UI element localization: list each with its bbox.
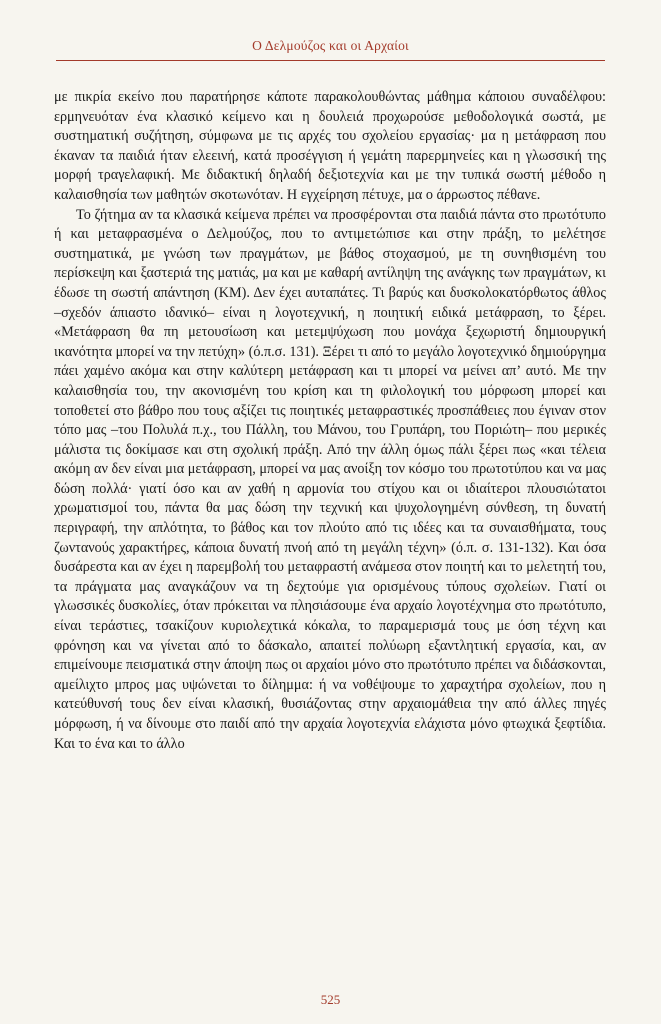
running-title: Ο Δελμούζος και οι Αρχαίοι bbox=[252, 38, 409, 53]
header-rule bbox=[56, 60, 605, 61]
page-number: 525 bbox=[320, 992, 341, 1007]
paragraph-1: με πικρία εκείνο που παρατήρησε κάποτε παρακολουθώντας μάθημα κάποιου συναδέλφου: ερμηνευόταν ένα κλασικό κείμενο και η δουλειά προχωρούσε μεθοδολογικά σωστά, με συστηματική συζήτηση, σύμφωνα με τις αρχές του σχολείου εργασίας· μα η μετάφραση που έκαναν τα παιδιά ήταν ελεεινή, κατά προσέγγιση ή γεμάτη παρερμηνείες και η γλωσσική της μορφή τραγελαφική. Με διδακτική δηλαδή δεξιοτεχνία και με την τυπικά σωστή μέθοδο η καλαισθησία των μαθητών σκοτωνόταν. Η εγχείρηση πέτυχε, μα ο άρρωστος πέθανε. bbox=[54, 89, 606, 203]
main-text bbox=[54, 88, 606, 754]
paragraph-2: Το ζήτημα αν τα κλασικά κείμενα πρέπει να προσφέρονται στα παιδιά πάντα στο πρωτότυπο ή και μεταφρασμένα ο Δελμούζος, που το αντιμετώπισε και στην πράξη, το μελέτησε συστηματικά, με γνώση των πραγμάτων, με βάθος στοχασμού, με τη συνηθισμένη του περίσκεψη και ξαστεριά της ματιάς, μα και με καθαρή αντίληψη της ανάγκης των πραγμάτων, κι έδωσε τη σωστή απάντηση (ΚΜ). Δεν έχει αυταπάτες. Τι βαρύς και δυσκολοκατόρθωτος άθλος –σχεδόν άπιαστο ιδανικό– είναι η λογοτεχνική, η ποιητική ειδικά μετάφραση, το ξέρει. «Μετάφραση θα πη μετουσίωση και μετεμψύχωση που μονάχα ξεχωριστή δημιουργική ικανότητα μπορεί να την πετύχη» (ό.π.σ. 131). Ξέρει τι από το μεγάλο λογοτεχνικό δημιούργημα πάει χαμένο ακόμα και στην καλύτερη μετάφραση και τι μπορεί να μείνει απ’ αυτό. Με την καλαισθησία του, την ακονισμένη του κρίση και τη φιλολογική του μόρφωση μπορεί και τοποθετεί στο βάθρο που τους αξίζει τις ποιητικές μεταφραστικές προσπάθειες που έγιναν στον τόπο μας –του Πολυλά π.χ., του Πάλλη, του Μάνου, του Γρυπάρη, του Ποριώτη– που μερικές μάλιστα τις δοκίμασε και στη σχολική πράξη. Από την άλλη όμως πάλι ξέρει πως «και τέλεια ακόμη αν δεν είναι μια μετάφραση, μπορεί να μας ανοίξη τον κόσμο του πρωτοτύπου και να μας δώση πολλά· γιατί όσο και αν χαθή η αρμονία του στίχου και οι ιδιαίτεροι πλουσιώτατοι χρωματισμοί του, πάντα θα μας δώση την τεχνική και ψυχολογημένη σύνθεση, τη δυνατή περιγραφή, την απλότητα, το βάθος και τον πλούτο από τις ιδέες και τα συναισθήματα, τους ζωντανούς χαρακτήρες, κάποια δυνατή πνοή από τη μεγάλη τέχνη» (ό.π. σ. 131-132). Και όσα δυσάρεστα και αν έχει η παρεμβολή του μεταφραστή ανάμεσα στον ποιητή και το μελετητή του, τα πράγματα μας αναγκάζουν να τη δεχτούμε για ορισμένους τύπους σχολείων. Γιατί οι γλωσσικές δυσκολίες, όταν πρόκειται να πλησιάσουμε ένα αρχαίο λογοτέχνημα στο πρωτότυπο, είναι τεράστιες, τσακίζουν κυριολεχτικά κόκαλα, το παραμερισμά τους με όση τέχνη και φρόνηση και να γίνεται από το δάσκαλο, απαιτεί πολύωρη εξαντλητική εργασία, και, αν επιμείνουμε πεισματικά στην άποψη πως οι αρχαίοι μόνο στο πρωτότυπο πρέπει να διδάσκονται, αμείλιχτο μπρος μας υψώνεται το δίλημμα: ή να νοθέψουμε το χαραχτήρα σχολείων, που η κατεύθυνσή τους δεν είναι κλασική, θυσιάζοντας στην αρχαιομάθεια την από άλλες πηγές μόρφωση, ή να δίνουμε στο παιδί από την αρχαία λογοτεχνία ελάχιστα μόνο φτωχικά ξεφτίδια. Και το ένα και το άλλο bbox=[54, 206, 606, 752]
